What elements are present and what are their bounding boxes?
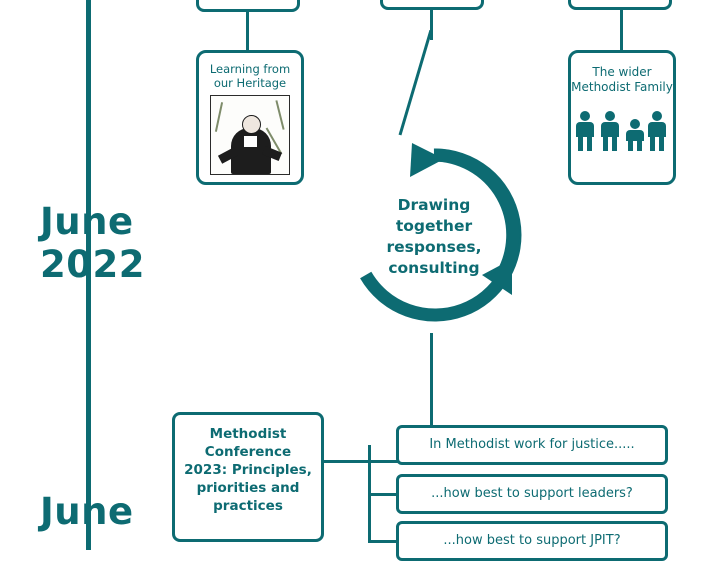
- question-pill-justice: [396, 425, 668, 465]
- connector-to-question-3: [368, 540, 398, 543]
- question-pill-leaders: [396, 474, 668, 514]
- top-box-left: [196, 0, 300, 12]
- connector-middle-to-circle: [380, 30, 500, 150]
- timeline-label-june-2023: [40, 490, 170, 533]
- circular-arrows-icon: [336, 137, 532, 333]
- connector-circle-to-questions: [430, 333, 433, 425]
- card-learning-from-our-heritage: [196, 50, 304, 185]
- top-box-middle: [380, 0, 484, 10]
- connector-top-right-to-family: [620, 10, 623, 50]
- john-wesley-engraving-icon: [210, 95, 290, 175]
- group-of-people-icon: [576, 103, 668, 151]
- box-methodist-conference-2023-label: Methodist Conference 2023: Principles, priorities and practices: [184, 426, 312, 514]
- card-heritage-caption: Learning from our Heritage: [209, 62, 291, 90]
- question-pill-justice-label: In Methodist work for justice.....: [429, 437, 635, 452]
- box-methodist-conference-2023: [172, 412, 324, 542]
- timeline-label-june-2022-line2: 2022: [40, 243, 145, 286]
- connector-to-question-2: [368, 493, 398, 496]
- timeline-label-june-2022-line1: June: [40, 200, 134, 243]
- timeline-label-june-2023-line1: June: [40, 490, 134, 533]
- timeline-label-june-2022: [40, 200, 160, 286]
- connector-conference-to-questions: [324, 460, 398, 463]
- question-pill-leaders-label: ...how best to support leaders?: [431, 486, 633, 501]
- connector-top-left-to-heritage: [246, 12, 249, 50]
- question-pill-jpit-label: ...how best to support JPIT?: [443, 533, 621, 548]
- circle-label: Drawing together responses, consulting: [386, 196, 482, 277]
- top-box-right: [568, 0, 672, 10]
- card-family-caption: The wider Methodist Family: [571, 65, 673, 94]
- card-wider-methodist-family: [568, 50, 676, 185]
- question-pill-jpit: [396, 521, 668, 561]
